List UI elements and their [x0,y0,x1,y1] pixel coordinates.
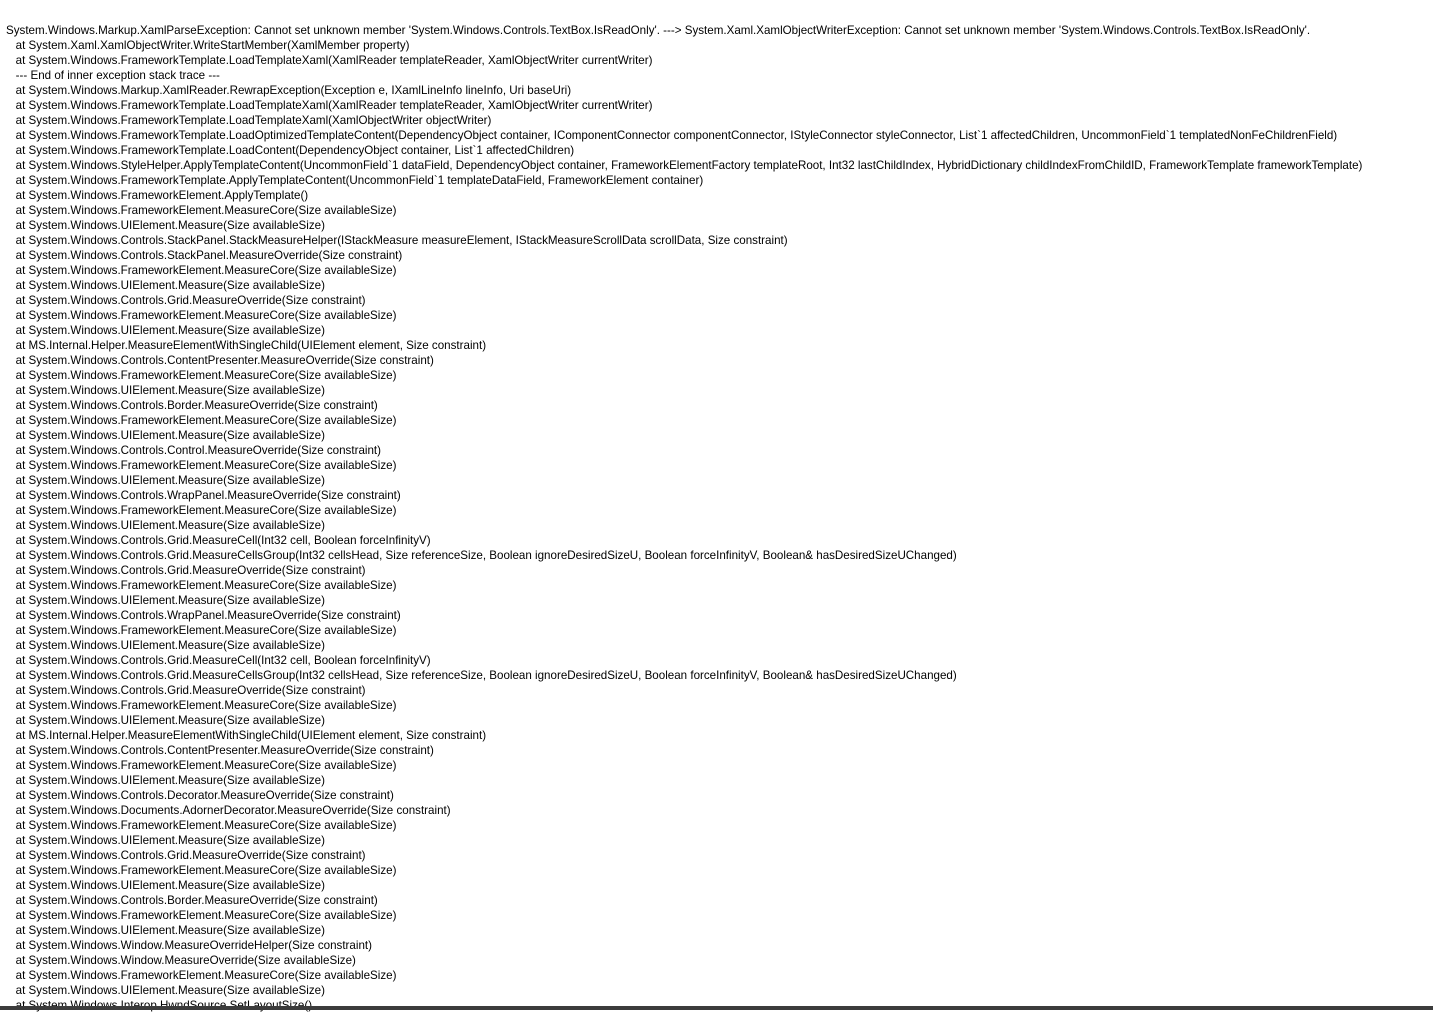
stack-trace-line: at System.Windows.Markup.XamlReader.RewrapException(Exception e, IXamlLineInfo lineInfo, Uri baseUri) [6,84,572,97]
stack-trace-line: at System.Windows.FrameworkElement.MeasureCore(Size availableSize) [6,579,397,592]
stack-trace-line: at System.Windows.UIElement.Measure(Size availableSize) [6,774,325,787]
stack-trace-line: at System.Windows.UIElement.Measure(Size availableSize) [6,714,325,727]
stack-trace-line: at System.Windows.UIElement.Measure(Size availableSize) [6,594,325,607]
stack-trace-line: at System.Windows.Controls.Grid.MeasureCell(Int32 cell, Boolean forceInfinityV) [6,654,431,667]
stack-trace-line: at System.Windows.FrameworkElement.MeasureCore(Size availableSize) [6,699,397,712]
stack-trace-line: at System.Windows.Controls.Grid.MeasureOverride(Size constraint) [6,849,366,862]
stack-trace-line: at System.Windows.Controls.Grid.MeasureOverride(Size constraint) [6,684,366,697]
stack-trace-line: at System.Windows.Controls.Grid.MeasureCellsGroup(Int32 cellsHead, Size referenceSize, Boolean ignoreDesiredSizeU, Boolean forceInfinityV, Boolean& hasDesiredSizeUChanged) [6,669,957,682]
stack-trace-line: at System.Windows.Controls.WrapPanel.MeasureOverride(Size constraint) [6,609,401,622]
stack-trace-line: at System.Windows.Window.MeasureOverrideHelper(Size constraint) [6,939,372,952]
stack-trace-line: at System.Windows.FrameworkElement.MeasureCore(Size availableSize) [6,864,397,877]
stack-trace-line: at System.Windows.Controls.Control.MeasureOverride(Size constraint) [6,444,381,457]
stack-trace-line: at System.Windows.Controls.StackPanel.MeasureOverride(Size constraint) [6,249,403,262]
stack-trace-line: at System.Windows.Controls.Border.MeasureOverride(Size constraint) [6,894,378,907]
stack-trace-line: at System.Windows.Controls.Grid.MeasureCell(Int32 cell, Boolean forceInfinityV) [6,534,431,547]
stack-trace-line: at System.Windows.UIElement.Measure(Size availableSize) [6,474,325,487]
stack-trace-line: at System.Windows.Controls.Grid.MeasureOverride(Size constraint) [6,294,366,307]
stack-trace-line: at System.Windows.Controls.Border.MeasureOverride(Size constraint) [6,399,378,412]
stack-trace-line: at System.Xaml.XamlObjectWriter.WriteStartMember(XamlMember property) [6,39,410,52]
exception-message-text [6,23,1433,1013]
stack-trace-line: at System.Windows.FrameworkElement.MeasureCore(Size availableSize) [6,459,397,472]
stack-trace-line: --- End of inner exception stack trace --- [6,69,220,82]
stack-trace-line: at System.Windows.Documents.AdornerDecorator.MeasureOverride(Size constraint) [6,804,451,817]
stack-trace-line: at System.Windows.UIElement.Measure(Size availableSize) [6,324,325,337]
stack-trace-line: at System.Windows.Controls.Grid.MeasureCellsGroup(Int32 cellsHead, Size referenceSize, Boolean ignoreDesiredSizeU, Boolean forceInfinityV, Boolean& hasDesiredSizeUChanged) [6,549,957,562]
stack-trace-line: at System.Windows.FrameworkElement.MeasureCore(Size availableSize) [6,819,397,832]
stack-trace-line: at System.Windows.UIElement.Measure(Size availableSize) [6,639,325,652]
stack-trace-line: at System.Windows.FrameworkTemplate.LoadContent(DependencyObject container, List`1 affectedChildren) [6,144,575,157]
stack-trace-line: at System.Windows.StyleHelper.ApplyTemplateContent(UncommonField`1 dataField, DependencyObject container, FrameworkElementFactory templateRoot, Int32 lastChildIndex, HybridDictionary childIndexFromChildID, FrameworkTemplate frameworkTemplate) [6,159,1363,172]
stack-trace-line: at System.Windows.UIElement.Measure(Size availableSize) [6,279,325,292]
stack-trace-line: at System.Windows.Window.MeasureOverride(Size availableSize) [6,954,356,967]
stack-trace-line: at System.Windows.Controls.WrapPanel.MeasureOverride(Size constraint) [6,489,401,502]
stack-trace-line: at System.Windows.UIElement.Measure(Size availableSize) [6,984,325,997]
stack-trace-line: at System.Windows.Controls.ContentPresenter.MeasureOverride(Size constraint) [6,744,434,757]
stack-trace-line: at System.Windows.FrameworkElement.MeasureCore(Size availableSize) [6,909,397,922]
stack-trace-line: at System.Windows.Controls.StackPanel.StackMeasureHelper(IStackMeasure measureElement, IStackMeasureScrollData scrollData, Size constraint) [6,234,788,247]
stack-trace-line: at System.Windows.UIElement.Measure(Size availableSize) [6,924,325,937]
stack-trace-line: at System.Windows.FrameworkTemplate.ApplyTemplateContent(UncommonField`1 templateDataField, FrameworkElement container) [6,174,704,187]
stack-trace-line: at System.Windows.FrameworkElement.MeasureCore(Size availableSize) [6,624,397,637]
stack-trace-line: at System.Windows.Controls.ContentPresenter.MeasureOverride(Size constraint) [6,354,434,367]
stack-trace-line: at MS.Internal.Helper.MeasureElementWithSingleChild(UIElement element, Size constraint) [6,339,487,352]
stack-trace-line: at System.Windows.FrameworkElement.MeasureCore(Size availableSize) [6,504,397,517]
stack-trace-line: at System.Windows.FrameworkElement.MeasureCore(Size availableSize) [6,969,397,982]
stack-trace-line: at System.Windows.UIElement.Measure(Size availableSize) [6,384,325,397]
stack-trace-line: at System.Windows.UIElement.Measure(Size availableSize) [6,219,325,232]
stack-trace-line: at System.Windows.FrameworkElement.MeasureCore(Size availableSize) [6,414,397,427]
stack-trace-line: at System.Windows.Controls.Grid.MeasureOverride(Size constraint) [6,564,366,577]
stack-trace-line: at System.Windows.UIElement.Measure(Size availableSize) [6,429,325,442]
window-bottom-border [0,1006,1433,1010]
stack-trace-line: at System.Windows.FrameworkElement.MeasureCore(Size availableSize) [6,204,397,217]
stack-trace-line: at System.Windows.Controls.Decorator.MeasureOverride(Size constraint) [6,789,394,802]
stack-trace-line: at System.Windows.FrameworkTemplate.LoadTemplateXaml(XamlReader templateReader, XamlObjectWriter currentWriter) [6,54,653,67]
stack-trace-line: at MS.Internal.Helper.MeasureElementWithSingleChild(UIElement element, Size constraint) [6,729,487,742]
stack-trace-line: at System.Windows.FrameworkElement.MeasureCore(Size availableSize) [6,264,397,277]
stack-trace-line: at System.Windows.FrameworkElement.MeasureCore(Size availableSize) [6,759,397,772]
stack-trace-line: at System.Windows.UIElement.Measure(Size availableSize) [6,879,325,892]
exception-header-line: System.Windows.Markup.XamlParseException: Cannot set unknown member 'System.Windows.Controls.TextBox.IsReadOnly'. ---> System.Xaml.XamlObjectWriterException: Cannot set unknown member 'System.Windows.Controls.TextBox.IsReadOnly'. [6,24,1311,37]
stack-trace-line: at System.Windows.FrameworkElement.ApplyTemplate() [6,189,309,202]
stack-trace-line: at System.Windows.FrameworkElement.MeasureCore(Size availableSize) [6,369,397,382]
stack-trace-line: at System.Windows.FrameworkTemplate.LoadTemplateXaml(XamlReader templateReader, XamlObjectWriter currentWriter) [6,99,653,112]
stack-trace-line: at System.Windows.UIElement.Measure(Size availableSize) [6,834,325,847]
stack-trace-line: at System.Windows.UIElement.Measure(Size availableSize) [6,519,325,532]
stack-trace-line: at System.Windows.FrameworkTemplate.LoadOptimizedTemplateContent(DependencyObject container, IComponentConnector componentConnector, IStyleConnector styleConnector, List`1 affectedChildren, UncommonField`1 templatedNonFeChildrenField) [6,129,1338,142]
stack-trace-line: at System.Windows.FrameworkTemplate.LoadTemplateXaml(XamlObjectWriter objectWriter) [6,114,492,127]
stack-trace-line: at System.Windows.FrameworkElement.MeasureCore(Size availableSize) [6,309,397,322]
